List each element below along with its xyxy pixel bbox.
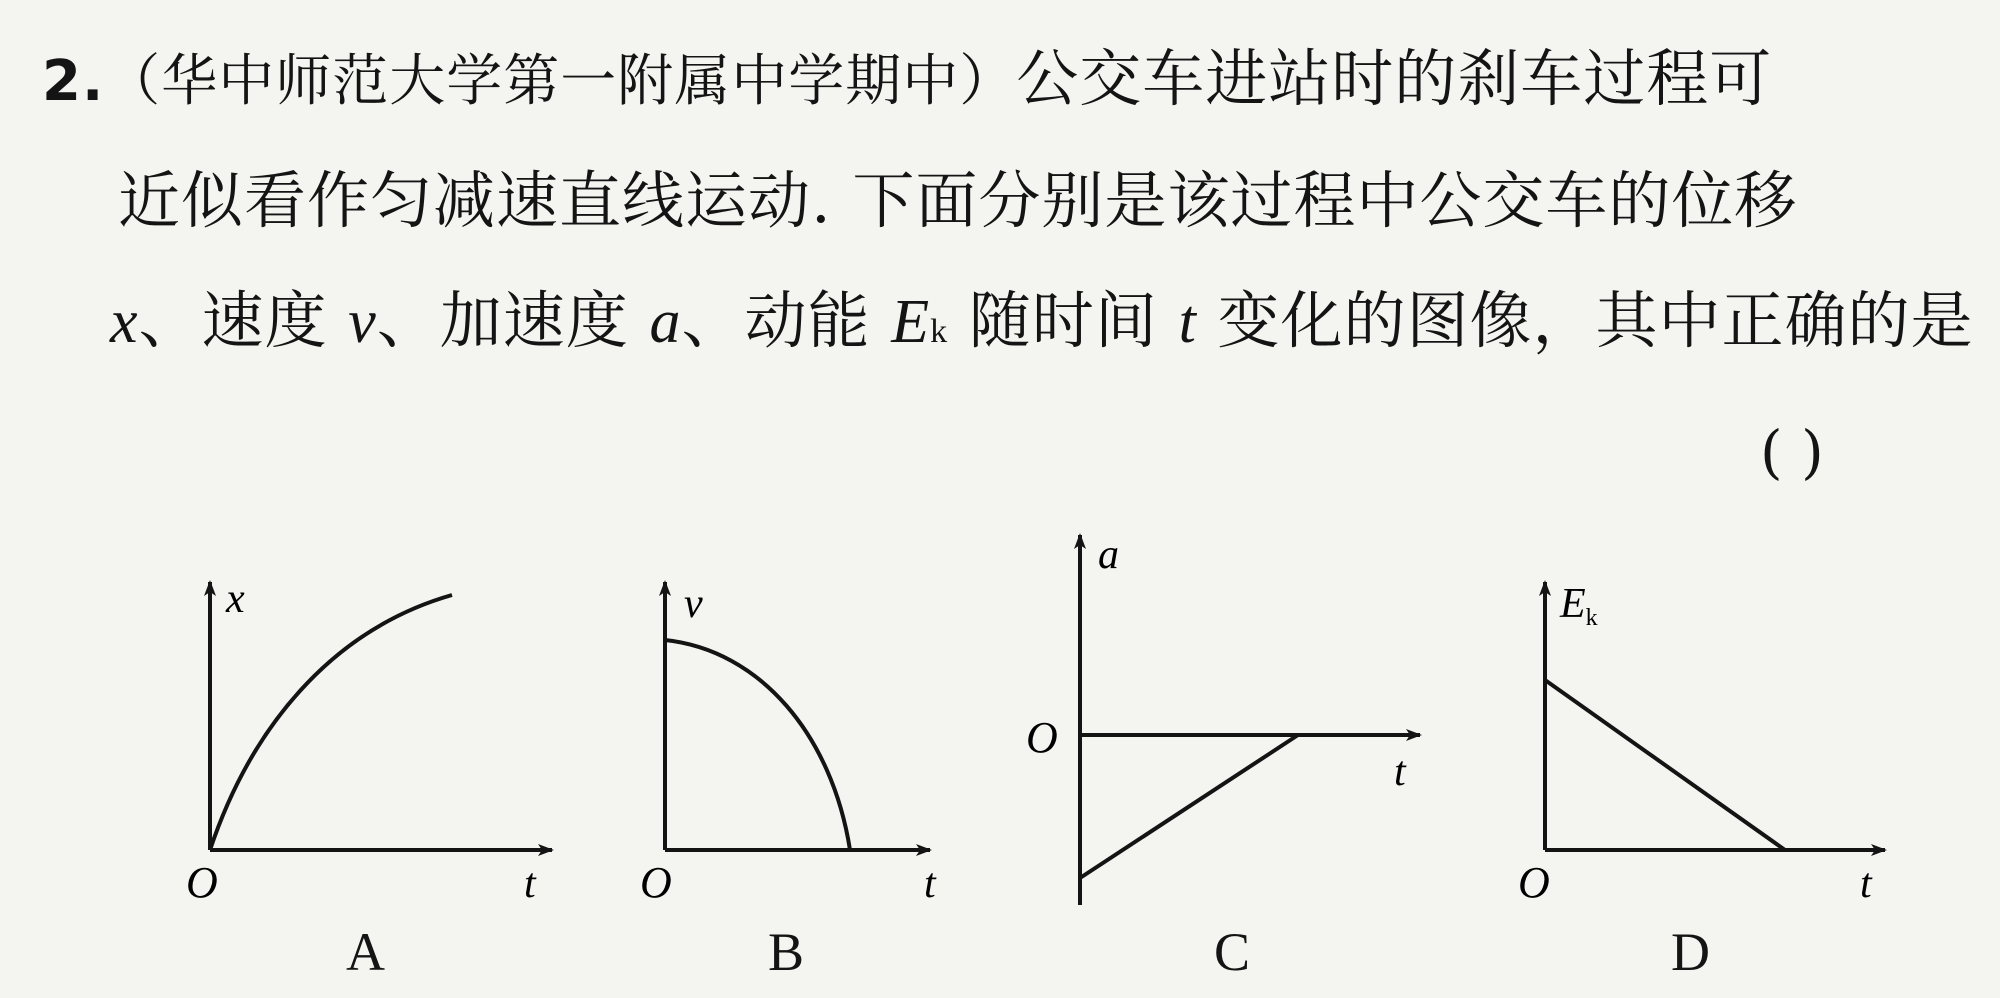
caption-d: D <box>1671 922 1710 982</box>
graph-a-origin: O <box>186 858 218 907</box>
graph-c-x-label: t <box>1394 749 1406 795</box>
graph-b-curve <box>665 640 850 850</box>
graph-d-y-label-e: E <box>1560 581 1586 627</box>
answer-blank: ( ) <box>1760 418 1824 486</box>
graph-d-y-label <box>1559 581 1598 631</box>
text-velocity: 、速度 <box>138 284 349 357</box>
graph-c <box>1026 532 1420 905</box>
graph-b-x-label: t <box>924 861 936 907</box>
graph-d-x-label: t <box>1860 861 1872 907</box>
var-e: E <box>891 288 931 356</box>
question-source: （华中师范大学第一附属中学期中） <box>104 49 1017 114</box>
text-which-correct: 变化的图像，其中正确的是 <box>1196 284 1974 357</box>
graph-a-y-label: x <box>226 576 245 622</box>
graph-d-origin: O <box>1518 858 1550 907</box>
graph-c-origin: O <box>1026 713 1058 762</box>
var-k-subscript: k <box>930 313 949 350</box>
graph-b-origin: O <box>640 858 672 907</box>
question-text-2: 近似看作匀减速直线运动. 下面分别是该过程中公交车的位移 <box>118 164 1798 237</box>
var-v: v <box>348 288 377 356</box>
graph-d-line <box>1545 680 1785 850</box>
var-x: x <box>110 288 139 356</box>
graph-a-x-label: t <box>524 861 536 907</box>
graph-c-y-label: a <box>1098 532 1119 578</box>
graph-d <box>1518 581 1885 907</box>
var-a: a <box>649 288 682 356</box>
caption-c: C <box>1214 922 1251 982</box>
caption-a: A <box>346 922 385 982</box>
text-kinetic-energy: 、动能 <box>681 284 892 357</box>
graph-b <box>640 581 937 907</box>
text-acceleration: 、加速度 <box>376 284 650 357</box>
caption-b: B <box>768 922 805 982</box>
var-t: t <box>1178 288 1197 356</box>
graph-d-y-label-k: k <box>1585 605 1598 631</box>
graph-c-line <box>1080 735 1298 878</box>
question-number: 2. <box>42 49 105 114</box>
question-text-1: 公交车进站时的刹车过程可 <box>1016 42 1773 115</box>
graph-a-curve <box>210 595 452 850</box>
graph-b-y-label: v <box>684 581 703 627</box>
graph-a <box>186 576 552 907</box>
text-over-time: 随时间 <box>948 284 1179 357</box>
